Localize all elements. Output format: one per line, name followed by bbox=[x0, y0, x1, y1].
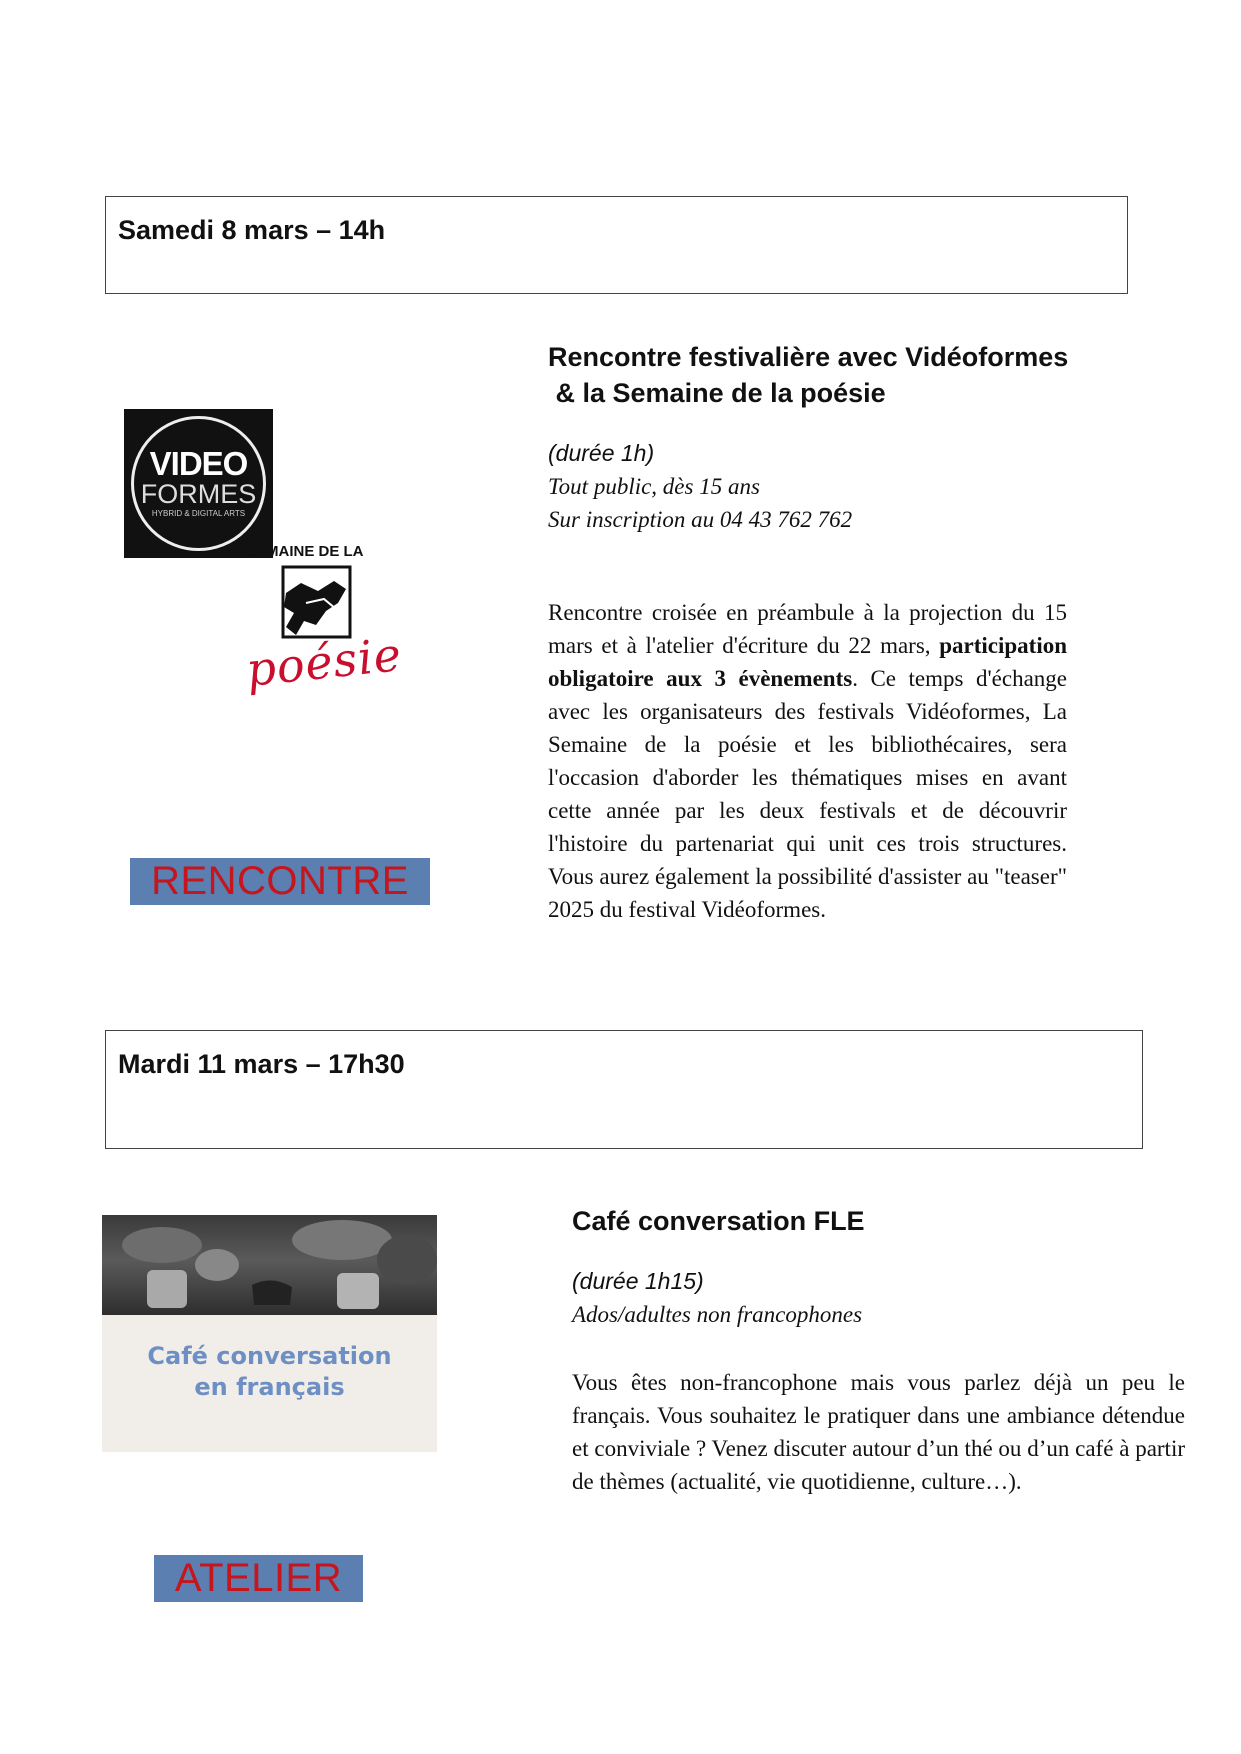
event-2-tag: ATELIER bbox=[154, 1555, 363, 1602]
event-2-description: Vous êtes non-francophone mais vous parlez déjà un peu le français. Vous souhaitez le pratiquer dans une ambiance détendue et conviviale ? Venez discuter autour d’un thé ou d’un café à partir de thèmes (actualité, vie quotidienne, culture…). bbox=[572, 1370, 1185, 1494]
event-2-duration: (durée 1h15) bbox=[572, 1268, 704, 1294]
cafe-conversation-image bbox=[102, 1215, 437, 1452]
event-1-description bbox=[548, 596, 1067, 926]
semaine-poesie-logo bbox=[243, 543, 426, 713]
videoformes-logo bbox=[124, 409, 273, 558]
event-1-title-line2: & la Semaine de la poésie bbox=[548, 378, 886, 408]
videoformes-logo-line2: FORMES bbox=[140, 479, 257, 509]
event-1-duration: (durée 1h) bbox=[548, 440, 655, 466]
cafe-caption-line2: en français bbox=[194, 1373, 345, 1401]
cafe-mugs-icon bbox=[102, 1215, 437, 1315]
cafe-caption-line1: Café conversation bbox=[147, 1342, 392, 1370]
event-1-date: Samedi 8 mars – 14h bbox=[118, 215, 386, 245]
semaine-poesie-header: SEMAINE DE LA bbox=[246, 543, 364, 560]
event-1-description-part1: Rencontre croisée en préambule à la projection du 15 mars et à l'atelier d'écriture du 22 mars, bbox=[548, 600, 1067, 658]
event-1-audience: Tout public, dès 15 ans bbox=[548, 474, 760, 499]
event-2-title: Café conversation FLE bbox=[572, 1206, 865, 1236]
event-2-audience: Ados/adultes non francophones bbox=[572, 1302, 863, 1327]
event-1-tag: RENCONTRE bbox=[130, 858, 430, 905]
event-2-date-box bbox=[105, 1030, 1143, 1149]
videoformes-logo-line1: VIDEO bbox=[149, 445, 248, 482]
event-1-registration: Sur inscription au 04 43 762 762 bbox=[548, 507, 853, 532]
event-1-title bbox=[548, 339, 1068, 411]
event-1-description-bold: participation obligatoire aux 3 évènements bbox=[548, 633, 1067, 691]
videoformes-logo-line3: HYBRID & DIGITAL ARTS bbox=[151, 509, 246, 518]
cafe-photo bbox=[102, 1215, 437, 1315]
event-2-date: Mardi 11 mars – 17h30 bbox=[118, 1049, 405, 1079]
event-1-date-box bbox=[105, 196, 1128, 294]
event-1-title-line1: Rencontre festivalière avec Vidéoformes bbox=[548, 342, 1069, 372]
event-1-meta bbox=[548, 470, 852, 536]
event-1-description-part2: . Ce temps d'échange avec les organisateurs des festivals Vidéoformes, La Semaine de la poésie et les bibliothécaires, sera l'occasion d'aborder les thématiques mises en avant cette année par les deux festivals et de découvrir l'histoire du partenariat qui unit ces trois structures. Vous aurez également la possibilité d'assister au "teaser" 2025 du festival Vidéoformes. bbox=[548, 666, 1067, 922]
poesie-word: poésie bbox=[243, 626, 405, 698]
